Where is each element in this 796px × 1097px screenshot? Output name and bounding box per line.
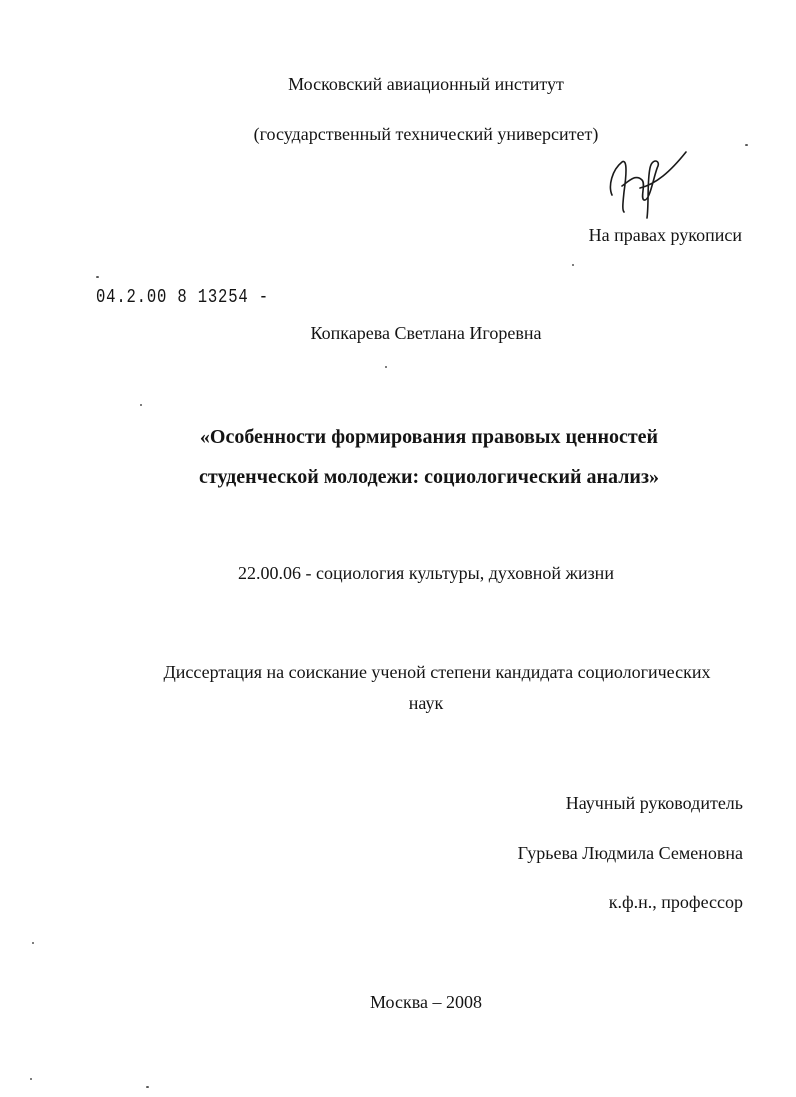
dissertation-title-line-2: студенческой молодежи: социологический анализ» [199,466,659,488]
scan-speck [146,1086,149,1088]
scan-speck [745,144,748,146]
specialty-code: 22.00.06 - социология культуры, духовной жизни [238,563,614,583]
institution-subtitle: (государственный технический университет) [253,124,599,144]
supervisor-title: к.ф.н., профессор [608,892,743,912]
scan-speck [32,942,34,944]
scan-speck [96,276,99,278]
degree-statement-line-2: наук [408,693,444,713]
institution-name: Московский авиационный институт [288,74,564,94]
scan-speck [385,366,387,368]
scan-speck [140,404,142,406]
city-year: Москва – 2008 [370,992,482,1012]
supervisor-label: Научный руководитель [565,793,743,813]
scan-speck [572,264,574,266]
author-name: Копкарева Светлана Игоревна [310,323,542,343]
supervisor-name: Гурьева Людмила Семеновна [517,843,743,863]
handwritten-signature [600,140,695,220]
dissertation-title-line-1: «Особенности формирования правовых ценностей [199,426,659,448]
degree-statement-line-1: Диссертация на соискание ученой степени кандидата социологических [163,662,711,682]
archive-code: 04.2.00 8 13254 - [96,286,269,308]
manuscript-note: На правах рукописи [588,225,742,245]
scan-speck [30,1078,32,1080]
